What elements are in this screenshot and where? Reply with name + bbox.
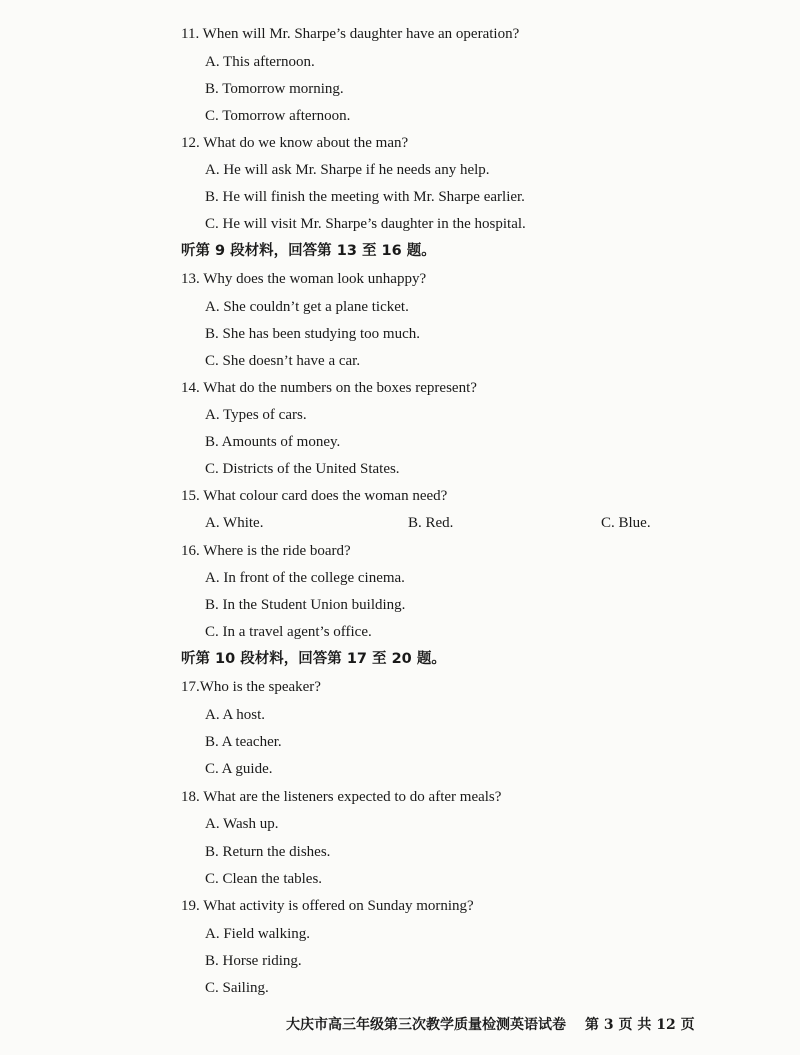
question-15: 15. What colour card does the woman need?	[181, 488, 448, 504]
question-13: 13. Why does the woman look unhappy?	[181, 271, 427, 287]
footer-title: 大庆市高三年级第三次教学质量检测英语试卷	[286, 1017, 566, 1033]
option-11-a: A. This afternoon.	[205, 54, 315, 70]
option-16-c: C. In a travel agent’s office.	[205, 624, 372, 640]
question-16: 16. Where is the ride board?	[181, 543, 351, 559]
option-15-b: B. Red.	[408, 515, 454, 531]
option-13-b: B. She has been studying too much.	[205, 326, 420, 342]
option-15-c: C. Blue.	[601, 515, 651, 531]
question-11: 11. When will Mr. Sharpe’s daughter have an operation?	[181, 26, 520, 42]
page-footer	[0, 1014, 800, 1036]
option-17-a: A. A host.	[205, 707, 266, 723]
footer-page-number: 第 3 页 共 12 页	[585, 1017, 695, 1033]
option-12-b: B. He will finish the meeting with Mr. Sharpe earlier.	[205, 189, 525, 205]
question-14: 14. What do the numbers on the boxes represent?	[181, 380, 477, 396]
option-17-b: B. A teacher.	[205, 734, 282, 750]
option-12-c: C. He will visit Mr. Sharpe’s daughter in the hospital.	[205, 216, 526, 232]
section-heading-10: 听第 10 段材料，回答第 17 至 20 题。	[181, 651, 446, 667]
option-18-c: C. Clean the tables.	[205, 871, 323, 887]
option-19-c: C. Sailing.	[205, 980, 269, 996]
option-13-a: A. She couldn’t get a plane ticket.	[205, 299, 409, 315]
section-heading-9: 听第 9 段材料，回答第 13 至 16 题。	[181, 243, 436, 259]
option-16-b: B. In the Student Union building.	[205, 597, 406, 613]
question-19: 19. What activity is offered on Sunday morning?	[181, 898, 474, 914]
option-11-b: B. Tomorrow morning.	[205, 81, 344, 97]
option-16-a: A. In front of the college cinema.	[205, 570, 405, 586]
option-14-a: A. Types of cars.	[205, 407, 307, 423]
question-18: 18. What are the listeners expected to do after meals?	[181, 789, 502, 805]
question-17: 17.Who is the speaker?	[181, 679, 321, 695]
option-18-b: B. Return the dishes.	[205, 844, 331, 860]
question-12: 12. What do we know about the man?	[181, 135, 409, 151]
option-19-b: B. Horse riding.	[205, 953, 302, 969]
option-18-a: A. Wash up.	[205, 816, 279, 832]
option-15-a: A. White.	[205, 515, 264, 531]
option-14-c: C. Districts of the United States.	[205, 461, 400, 477]
option-13-c: C. She doesn’t have a car.	[205, 353, 361, 369]
option-12-a: A. He will ask Mr. Sharpe if he needs any help.	[205, 162, 490, 178]
options-15	[0, 512, 800, 534]
option-19-a: A. Field walking.	[205, 926, 310, 942]
option-17-c: C. A guide.	[205, 761, 273, 777]
option-14-b: B. Amounts of money.	[205, 434, 341, 450]
option-11-c: C. Tomorrow afternoon.	[205, 108, 351, 124]
